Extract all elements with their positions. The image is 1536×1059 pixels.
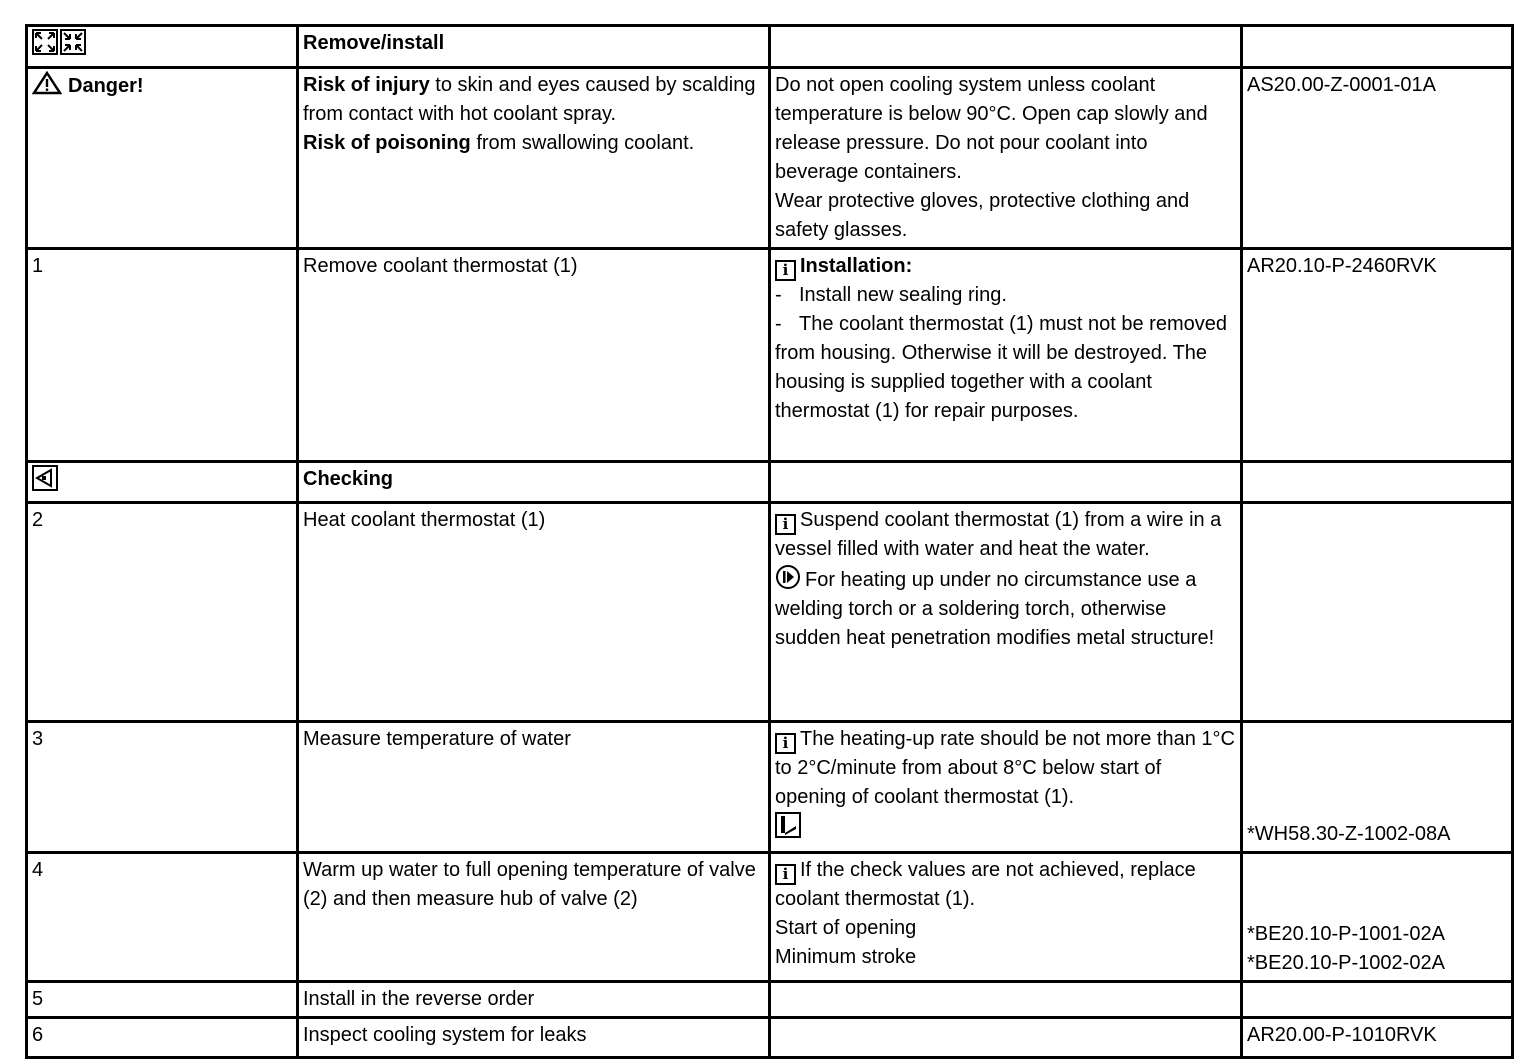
info-icon: i [775, 260, 796, 281]
warning-triangle-icon [32, 71, 62, 95]
step-number: 5 [27, 982, 298, 1018]
step-note-cell [770, 853, 1242, 982]
header-empty-cell-3 [770, 26, 1242, 68]
info-icon: i [775, 733, 796, 754]
section-title-remove-install: Remove/install [298, 26, 770, 68]
procedure-table [25, 24, 1514, 1059]
table-row-step-1 [27, 249, 1513, 462]
section-title-checking: Checking [298, 462, 770, 503]
remove-install-icon [32, 29, 86, 55]
step-note-cell [770, 503, 1242, 722]
info-icon: i [775, 514, 796, 535]
danger-risk-cell [298, 68, 770, 249]
step-ref: AR20.10-P-2460RVK [1242, 249, 1513, 462]
step-action: Inspect cooling system for leaks [298, 1018, 770, 1058]
table-row-danger [27, 68, 1513, 249]
step-action: Warm up water to full opening temperature of valve (2) and then measure hub of valve (2) [298, 853, 770, 982]
table-row-step-4 [27, 853, 1513, 982]
step-number: 1 [27, 249, 298, 462]
step-action: Remove coolant thermostat (1) [298, 249, 770, 462]
checking-empty-cell-3 [770, 462, 1242, 503]
header-empty-cell-4 [1242, 26, 1513, 68]
step-ref-empty [1242, 503, 1513, 722]
step4-note: If the check values are not achieved, replace coolant thermostat (1). [775, 859, 1196, 910]
table-row-header [27, 26, 1513, 68]
caution-circle-icon [775, 564, 801, 590]
risk-poisoning-bold: Risk of poisoning [303, 132, 471, 154]
step-note-empty [770, 982, 1242, 1018]
step-number: 4 [27, 853, 298, 982]
step2-note-2: For heating up under no circumstance use a welding torch or a soldering torch, otherwise sudden heat penetration modifies metal structure! [775, 569, 1215, 649]
installation-note-1: Install new sealing ring. [799, 284, 1007, 306]
thermometer-icon [775, 812, 801, 838]
risk-poisoning-text: Risk of poisoning from swallowing coolant. [303, 132, 695, 154]
step-ref-cell [1242, 853, 1513, 982]
table-row-step-5 [27, 982, 1513, 1018]
step-note-cell: i Installation: - Install new sealing ring. - The coolant thermostat (1) must not be removed from housing. Otherwise it will be destroyed. The housing is supplied together with a coolant thermostat (1) for repair purposes. [770, 249, 1242, 462]
step-ref-2: *BE20.10-P-1002-02A [1247, 952, 1445, 974]
step-action: Measure temperature of water [298, 722, 770, 853]
table-row-step-6 [27, 1018, 1513, 1058]
risk-injury-text: Risk of injury to skin and eyes caused by scalding from contact with hot coolant spray. [303, 74, 756, 125]
step-number: 6 [27, 1018, 298, 1058]
header-icons-cell [27, 26, 298, 68]
minimum-stroke-label: Minimum stroke [775, 946, 917, 968]
step-number: 3 [27, 722, 298, 853]
danger-ref-cell: AS20.00-Z-0001-01A [1242, 68, 1513, 249]
step-action: Install in the reverse order [298, 982, 770, 1018]
step-ref-1: *BE20.10-P-1001-02A [1247, 923, 1445, 945]
table-row-checking [27, 462, 1513, 503]
danger-measures-text-2: Wear protective gloves, protective clothing and safety glasses. [775, 190, 1190, 241]
step-note-cell [770, 722, 1242, 853]
checking-icon [32, 465, 58, 491]
table-row-step-2 [27, 503, 1513, 722]
step-ref-cell [1242, 722, 1513, 853]
risk-injury-bold: Risk of injury [303, 74, 430, 96]
step2-note-1: Suspend coolant thermostat (1) from a wire in a vessel filled with water and heat the water. [775, 509, 1222, 560]
step3-note: The heating-up rate should be not more than 1°C to 2°C/minute from about 8°C below start of opening of coolant thermostat (1). [775, 728, 1235, 808]
table-row-step-3 [27, 722, 1513, 853]
danger-label-cell [27, 68, 298, 249]
danger-label: Danger! [68, 75, 144, 97]
danger-measures-text: Do not open cooling system unless coolant temperature is below 90°C. Open cap slowly and release pressure. Do not pour coolant into beverage containers. [775, 74, 1208, 183]
step-note-empty [770, 1018, 1242, 1058]
step-ref: AR20.00-P-1010RVK [1242, 1018, 1513, 1058]
checking-icon-cell [27, 462, 298, 503]
step-action: Heat coolant thermostat (1) [298, 503, 770, 722]
step-ref: *WH58.30-Z-1002-08A [1247, 823, 1451, 845]
step-ref-empty [1242, 982, 1513, 1018]
danger-measures-cell [770, 68, 1242, 249]
installation-note-2: The coolant thermostat (1) must not be removed from housing. Otherwise it will be destroyed. The housing is supplied together with a coolant thermostat (1) for repair purposes. [775, 313, 1227, 422]
installation-title: Installation: [800, 255, 913, 277]
step-number: 2 [27, 503, 298, 722]
info-icon: i [775, 864, 796, 885]
start-of-opening-label: Start of opening [775, 917, 917, 939]
checking-empty-cell-4 [1242, 462, 1513, 503]
